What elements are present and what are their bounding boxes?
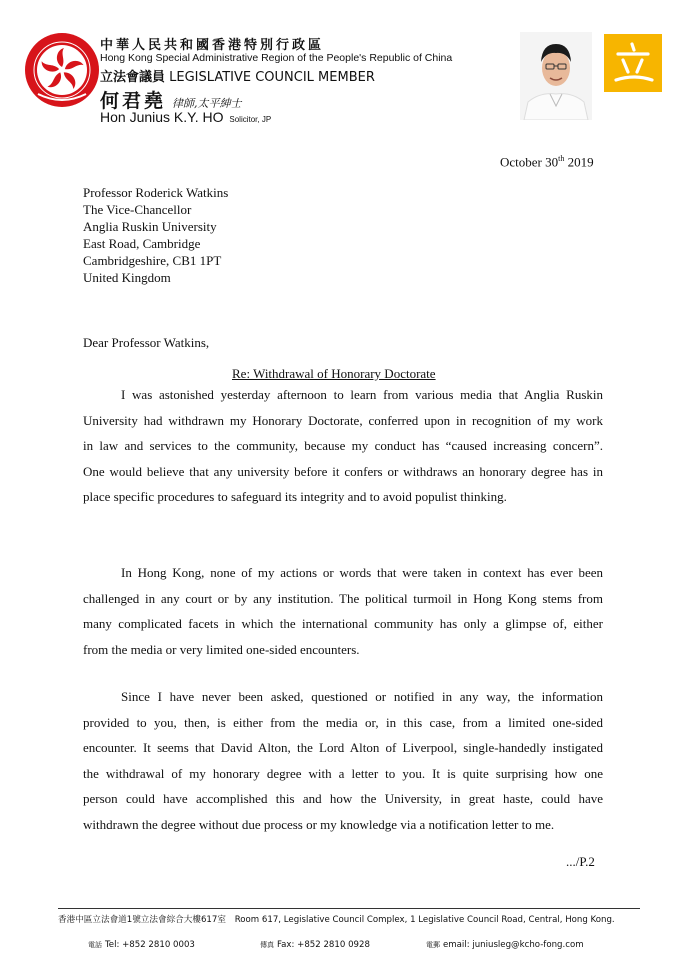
footer-address-zh: 香港中區立法會道1號立法會綜合大樓617室 xyxy=(58,915,226,925)
member-title-zh: 律師,太平紳士 xyxy=(172,97,242,110)
recipient-line: The Vice-Chancellor xyxy=(83,202,192,217)
paragraph-line: In Hong Kong, none of my actions or words that were taken in context has ever been xyxy=(121,565,603,580)
member-name-en xyxy=(100,109,271,125)
recipient-line: Anglia Ruskin University xyxy=(83,219,217,234)
footer-address-en: Room 617, Legislative Council Complex, 1 Legislative Council Road, Central, Hong Kong. xyxy=(234,915,615,925)
hksar-emblem-icon xyxy=(24,32,100,108)
recipient-line: Cambridgeshire, CB1 1PT xyxy=(83,253,222,268)
subject-line: Re: Withdrawal of Honorary Doctorate xyxy=(232,366,436,381)
council-title-en: LEGISLATIVE COUNCIL MEMBER xyxy=(169,70,375,85)
paragraph-line: in law and services to the community, because my conduct has “caused increasing concern”. xyxy=(83,438,603,454)
member-name-zh-text: 何君堯 xyxy=(100,90,167,112)
paragraph-line: place specific procedures to safeguard its integrity and to avoid populist thinking. xyxy=(83,489,507,505)
paragraph-line: encounter. It seems that David Alton, the Lord Alton of Liverpool, single-handedly instigated xyxy=(83,740,603,756)
paragraph-line: Since I have never been asked, questioned or notified in any way, the information xyxy=(121,689,603,704)
paragraph-line: One would believe that any university before it confers or withdraws an honorary degree has in xyxy=(83,463,603,479)
footer-telephone xyxy=(88,940,195,950)
fax-label-zh: 傳真 xyxy=(260,941,274,949)
legco-logo-icon xyxy=(604,34,662,92)
member-portrait-photo xyxy=(520,32,592,120)
paragraph-line: challenged in any court or by any institution. The political turmoil in Hong Kong stems from xyxy=(83,590,603,606)
page-continuation-marker: .../P.2 xyxy=(566,854,595,869)
telephone-label-zh: 電話 xyxy=(88,941,102,949)
email-label-zh: 電郵 xyxy=(426,941,440,949)
government-name-zh: 中華人民共和國香港特別行政區 xyxy=(100,38,325,53)
council-title-zh: 立法會議員 xyxy=(100,70,166,85)
recipient-line: East Road, Cambridge xyxy=(83,236,201,251)
letter-date xyxy=(500,154,594,170)
body-paragraph-3 xyxy=(83,684,603,838)
government-name-en: Hong Kong Special Administrative Region of the People's Republic of China xyxy=(100,52,453,64)
footer-divider xyxy=(58,908,640,909)
email-address[interactable]: email: juniusleg@kcho-fong.com xyxy=(443,940,584,950)
paragraph-line: withdrawn the degree without due process or my knowledge via a notification letter to me. xyxy=(83,816,555,832)
telephone-number: Tel: +852 2810 0003 xyxy=(105,940,195,950)
council-title xyxy=(100,66,375,85)
fax-number: Fax: +852 2810 0928 xyxy=(277,940,370,950)
body-paragraph-1 xyxy=(83,382,603,510)
member-name-en-text: Hon Junius K.Y. HO xyxy=(100,109,224,125)
letter-date-suffix: th xyxy=(558,154,565,163)
letter-date-year: 2019 xyxy=(564,154,594,170)
paragraph-line: University had withdrawn my Honorary Doctorate, conferred upon in recognition of my work xyxy=(83,412,603,428)
recipient-line: United Kingdom xyxy=(83,270,171,285)
paragraph-line: the withdrawal of my honorary degree with a letter to you. It is quite surprising how one xyxy=(83,765,603,781)
member-title-en: Solicitor, JP xyxy=(229,115,272,124)
paragraph-line: provided to you, then, is either from the media or, in this case, from a limited one-sided xyxy=(83,714,603,730)
recipient-line: Professor Roderick Watkins xyxy=(83,185,229,200)
footer-address xyxy=(58,913,615,925)
salutation: Dear Professor Watkins, xyxy=(83,335,210,350)
footer-fax xyxy=(260,940,370,950)
footer-email[interactable] xyxy=(426,940,584,950)
paragraph-line: many complicated facets in which the international community has only a glimpse of, either xyxy=(83,616,603,632)
letter-date-month-day: October 30 xyxy=(500,154,559,170)
paragraph-line: from the media or very limited one-sided encounters. xyxy=(83,641,360,657)
paragraph-line: I was astonished yesterday afternoon to learn from various media that Anglia Ruskin xyxy=(121,387,603,402)
body-paragraph-2 xyxy=(83,560,603,662)
paragraph-line: person could have accomplished this and how the University, in great haste, could have xyxy=(83,791,603,807)
recipient-address xyxy=(83,184,228,286)
